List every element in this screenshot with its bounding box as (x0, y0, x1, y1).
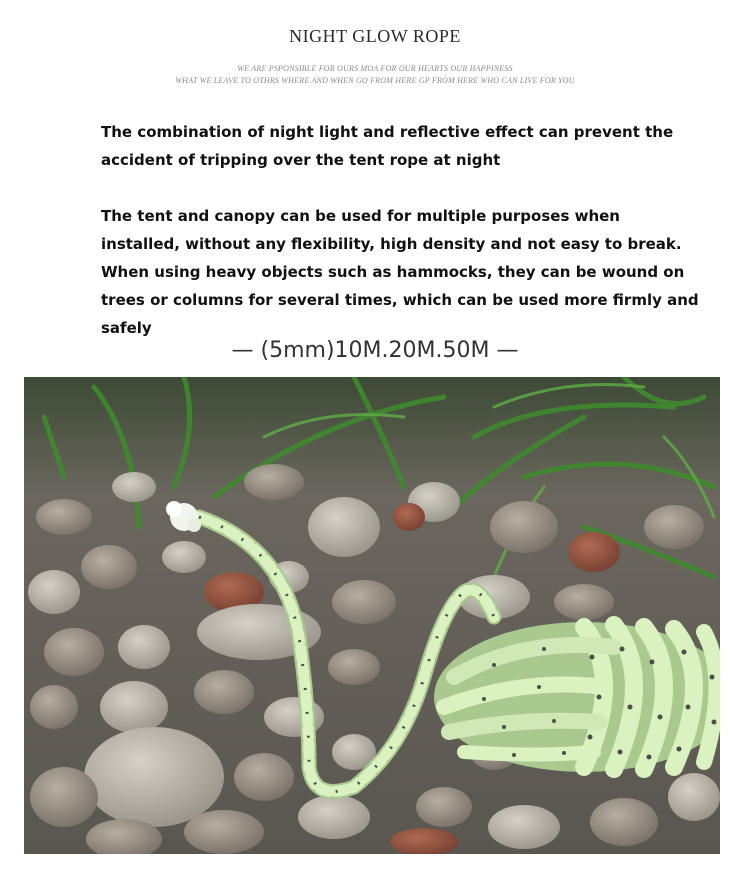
tagline-line-2: WHAT WE LEAVE TO OTHRS WHERE AND WHEN GO FROM HERE GP FROM HERE WHO CAN LIVE FOR YOU (175, 76, 575, 85)
feature-paragraph-durability: The tent and canopy can be used for multiple purposes when installed, without any flexibility, high density and not easy to break. When using heavy objects such as hammocks, they can be wound on trees or columns for several times, which can be used more firmly and safely (101, 207, 699, 337)
product-photo (24, 377, 720, 854)
tagline-line-1: WE ARE PSPONSIBLE FOR OURS MOA FOR OUR HEARTS OUR HAPPINESS (237, 64, 513, 73)
page-title: NIGHT GLOW ROPE (289, 26, 461, 46)
rope-on-gravel-illustration (24, 377, 720, 854)
rope-coil (434, 622, 720, 772)
feature-paragraph-night-visibility: The combination of night light and reflective effect can prevent the accident of tripping over the tent rope at night (101, 123, 674, 169)
length-spec-label: — (5mm)10M.20M.50M — (231, 338, 519, 363)
